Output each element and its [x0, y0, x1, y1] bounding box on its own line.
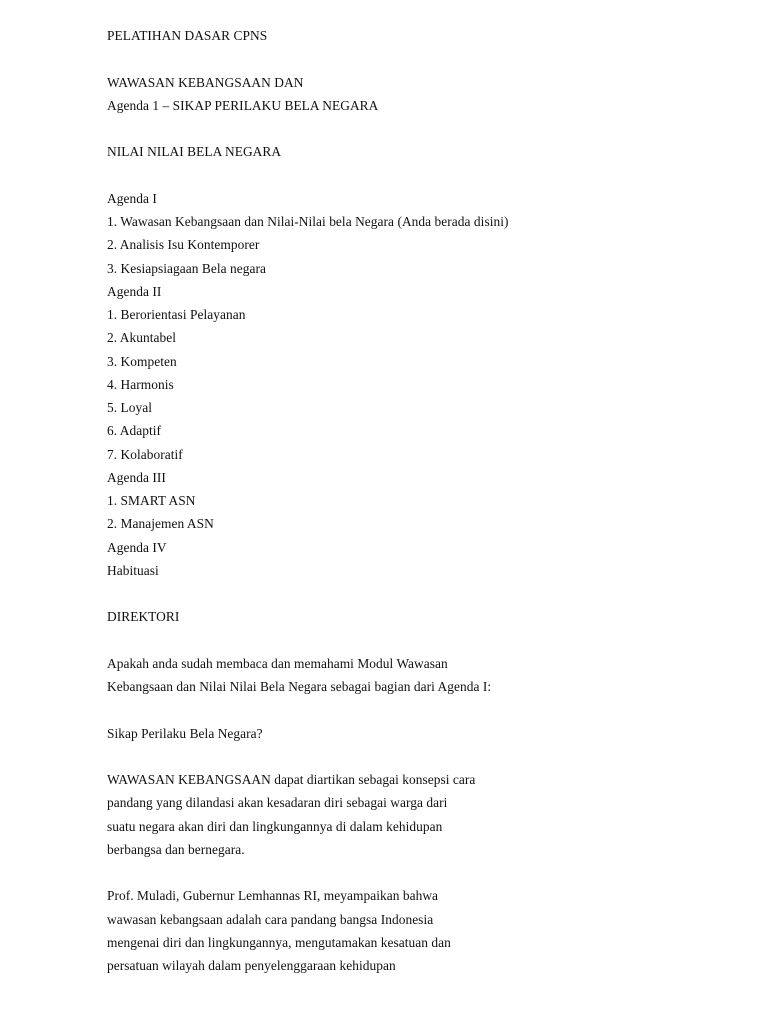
paragraph-2-line: persatuan wilayah dalam penyelenggaraan kehidupan [107, 958, 396, 973]
paragraph-2-line: Prof. Muladi, Gubernur Lemhannas RI, meyampaikan bahwa [107, 888, 439, 904]
paragraph-1-line: pandang yang dilandasi akan kesadaran diri sebagai warga dari [107, 795, 448, 811]
agenda-1-item: 3. Kesiapsiagaan Bela negara [107, 260, 267, 276]
direktori-heading: DIREKTORI [107, 609, 180, 625]
agenda-2-item: 2. Akuntabel [107, 330, 177, 346]
blank-line [107, 629, 727, 652]
agenda-1-item: 2. Analisis Isu Kontemporer [107, 237, 260, 253]
blank-line [107, 582, 727, 605]
blank-line [107, 745, 727, 768]
paragraph-1-line: berbangsa dan bernegara. [107, 841, 245, 857]
agenda-2-heading: Agenda II [107, 283, 162, 299]
paragraph-1-line: WAWASAN KEBANGSAAN dapat diartikan sebagai konsepsi cara [107, 772, 476, 787]
agenda-3-item: 2. Manajemen ASN [107, 516, 214, 532]
agenda-1-heading: Agenda I [107, 190, 157, 206]
paragraph-2-line: mengenai diri dan lingkungannya, mengutamakan kesatuan dan [107, 934, 451, 950]
blank-line [107, 47, 727, 70]
agenda-2-item: 5. Loyal [107, 400, 153, 415]
agenda-4-heading: Agenda IV [107, 539, 167, 555]
sikap-question: Sikap Perilaku Bela Negara? [107, 725, 263, 741]
agenda-1-item: 1. Wawasan Kebangsaan dan Nilai-Nilai bela Negara (Anda berada disini) [107, 214, 509, 229]
agenda-2-item: 6. Adaptif [107, 423, 162, 439]
blank-line [107, 861, 727, 884]
agenda-3-heading: Agenda III [107, 469, 166, 485]
agenda-2-item: 4. Harmonis [107, 376, 174, 392]
paragraph-1-line: suatu negara akan diri dan lingkungannya di dalam kehidupan [107, 818, 443, 834]
agenda-2-item: 3. Kompeten [107, 353, 177, 369]
subtitle-line-1: WAWASAN KEBANGSAAN DAN [107, 74, 304, 90]
paragraph-2-line: wawasan kebangsaan adalah cara pandang bangsa Indonesia [107, 911, 434, 927]
blank-line [107, 164, 727, 187]
agenda-2-item: 1. Berorientasi Pelayanan [107, 307, 246, 322]
agenda-4-item: Habituasi [107, 562, 159, 578]
question-line: Kebangsaan dan Nilai Nilai Bela Negara sebagai bagian dari Agenda I: [107, 679, 492, 694]
blank-line [107, 698, 727, 721]
section-nilai-heading: NILAI NILAI BELA NEGARA [107, 144, 282, 160]
question-line: Apakah anda sudah membaca dan memahami Modul Wawasan [107, 655, 448, 671]
blank-line [107, 117, 727, 140]
subtitle-line-2: Agenda 1 – SIKAP PERILAKU BELA NEGARA [107, 97, 379, 113]
agenda-2-item: 7. Kolaboratif [107, 446, 183, 462]
agenda-3-item: 1. SMART ASN [107, 493, 196, 508]
document-title: PELATIHAN DASAR CPNS [107, 28, 268, 43]
document-page [107, 24, 727, 977]
